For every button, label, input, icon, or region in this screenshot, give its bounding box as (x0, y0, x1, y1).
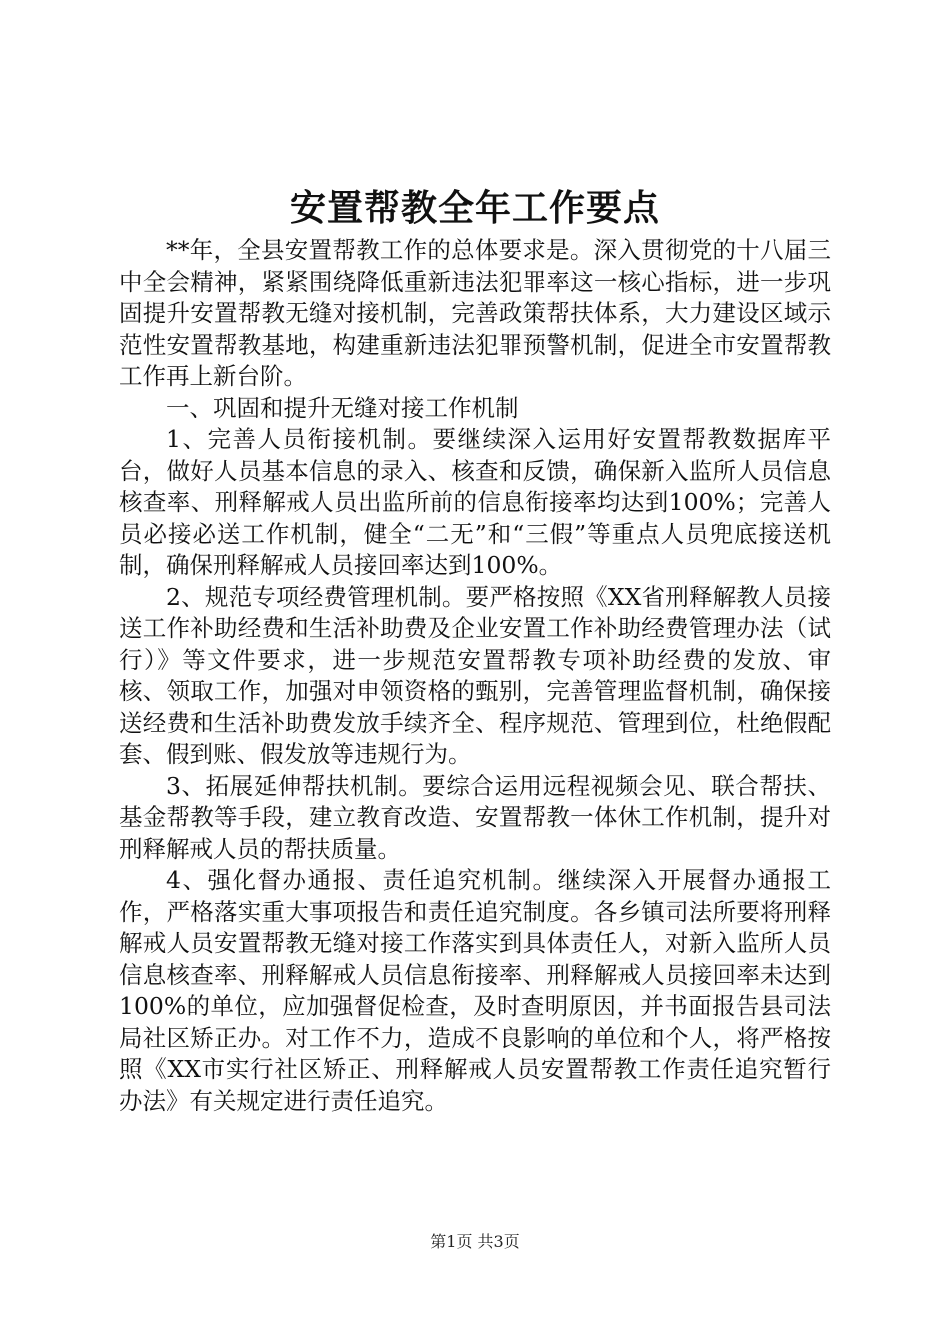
page-footer: 第1页 共3页 (430, 1232, 520, 1251)
paragraph-item-1: 1、完善人员衔接机制。要继续深入运用好安置帮教数据库平台，做好人员基本信息的录入、核查和反馈，确保新入监所人员信息核查率、刑释解戒人员出监所前的信息衔接率均达到100%；完善人员必接必送工作机制，健全“二无”和“三假”等重点人员兜底接送机制，确保刑释解戒人员接回率达到100%。 (119, 425, 831, 579)
document-title: 安置帮教全年工作要点 (289, 187, 660, 229)
paragraph-item-3: 3、拓展延伸帮扶机制。要综合运用远程视频会见、联合帮扶、基金帮教等手段，建立教育改造、安置帮教一体休工作机制，提升对刑释解戒人员的帮扶质量。 (119, 771, 831, 863)
paragraph-item-4: 4、强化督办通报、责任追究机制。继续深入开展督办通报工作，严格落实重大事项报告和责任追究制度。各乡镇司法所要将刑释解戒人员安置帮教无缝对接工作落实到具体责任人，对新入监所人员信息核查率、刑释解戒人员信息衔接率、刑释解戒人员接回率未达到100%的单位，应加强督促检查，及时查明原因，并书面报告县司法局社区矫正办。对工作不力，造成不良影响的单位和个人，将严格按照《XX市实行社区矫正、刑释解戒人员安置帮教工作责任追究暂行办法》有关规定进行责任追究。 (119, 866, 831, 1115)
section-heading-1: 一、巩固和提升无缝对接工作机制 (166, 393, 519, 422)
paragraph-item-2: 2、规范专项经费管理机制。要严格按照《XX省刑释解教人员接送工作补助经费和生活补助费及企业安置工作补助经费管理办法（试行）》等文件要求，进一步规范安置帮教专项补助经费的发放、审核、领取工作，加强对申领资格的甄别，完善管理监督机制，确保接送经费和生活补助费发放手续齐全、程序规范、管理到位，杜绝假配套、假到账、假发放等违规行为。 (119, 582, 831, 768)
document-body (119, 235, 831, 1117)
paragraph-intro: **年，全县安置帮教工作的总体要求是。深入贯彻党的十八届三中全会精神，紧紧围绕降低重新违法犯罪率这一核心指标，进一步巩固提升安置帮教无缝对接机制，完善政策帮扶体系，大力建设区域示范性安置帮教基地，构建重新违法犯罪预警机制，促进全市安置帮教工作再上新台阶。 (119, 236, 831, 390)
